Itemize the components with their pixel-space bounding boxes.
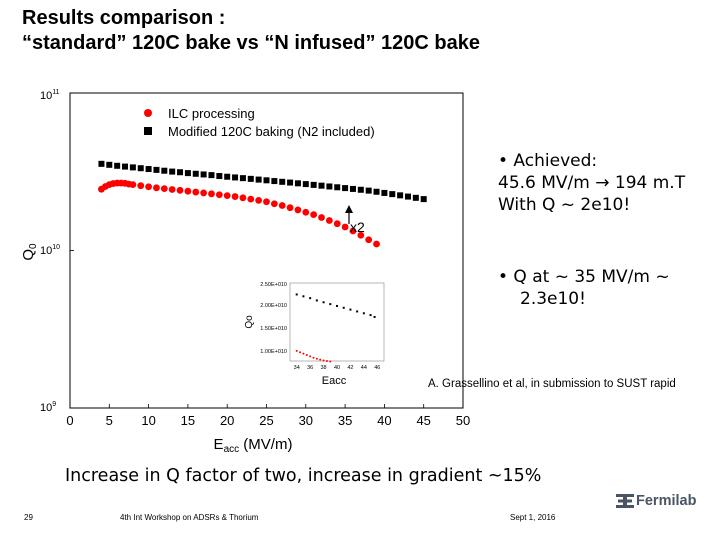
x-tick-label: 40: [377, 413, 392, 428]
data-point-ilc: [263, 198, 270, 205]
x-axis-label: $E_{acc}$ (MV/m): [213, 436, 293, 455]
data-point-modified: [208, 172, 214, 178]
inset-point-modified: [323, 301, 325, 303]
data-point-modified: [413, 195, 419, 201]
data-point-ilc: [153, 184, 160, 191]
inset-point-modified: [343, 307, 345, 309]
inset-x-tick-label: 44: [360, 365, 367, 371]
data-point-ilc: [224, 192, 231, 199]
bullet-achieved-line-3: With Q ~ 2e10!: [498, 195, 631, 215]
data-point-ilc: [161, 185, 168, 192]
inset-point-ilc: [323, 360, 325, 362]
bullet-achieved-line-2: 45.6 MV/m → 194 m.T: [498, 173, 686, 193]
x-tick-label: 5: [105, 413, 113, 428]
title-line-2: “standard” 120C bake vs “N infused” 120C bake: [22, 32, 480, 54]
footer-date: Sept 1, 2016: [510, 513, 556, 522]
data-point-ilc: [137, 182, 144, 189]
chart-legend: [144, 106, 375, 139]
inset-point-ilc: [313, 357, 315, 359]
data-point-modified: [248, 176, 254, 182]
inset-point-ilc: [306, 354, 308, 356]
data-point-modified: [287, 180, 293, 186]
data-point-modified: [303, 181, 309, 187]
inset-point-modified: [356, 310, 358, 312]
data-point-modified: [389, 191, 395, 197]
data-point-ilc: [302, 209, 309, 216]
inset-x-tick-label: 42: [347, 365, 354, 371]
data-point-modified: [232, 174, 238, 180]
data-point-ilc: [342, 224, 349, 231]
data-point-modified: [138, 165, 144, 171]
inset-point-ilc: [319, 359, 321, 361]
data-point-modified: [264, 177, 270, 183]
data-point-ilc: [240, 194, 247, 201]
data-point-ilc: [232, 193, 239, 200]
inset-point-modified: [370, 314, 372, 316]
inset-y-tick-2.0: 2.00E+010: [260, 303, 287, 309]
x2-annotation: x2: [350, 219, 365, 235]
bullet-q-at-35: [498, 266, 670, 310]
inset-point-modified: [336, 305, 338, 307]
x-tick-label: 15: [180, 413, 196, 428]
x-tick-label: 30: [298, 413, 314, 428]
data-point-ilc: [279, 202, 286, 209]
x-tick-label: 35: [337, 413, 353, 428]
page-number: 29: [24, 513, 33, 522]
data-point-modified: [185, 170, 191, 176]
inset-x-tick-label: 38: [320, 365, 327, 371]
inset-x-tick-label: 46: [374, 365, 381, 371]
data-point-modified: [279, 179, 285, 185]
data-point-modified: [358, 187, 364, 193]
data-point-ilc: [334, 220, 341, 227]
inset-y-label: Qo: [244, 315, 255, 329]
data-point-ilc: [326, 217, 333, 224]
y-tick-label-1e9: $10^9$: [40, 401, 57, 414]
data-point-modified: [130, 164, 136, 170]
data-point-modified: [153, 167, 159, 173]
inset-point-ilc: [309, 355, 311, 357]
data-point-modified: [201, 171, 207, 177]
data-point-ilc: [145, 183, 152, 190]
title-line-1: Results comparison :: [22, 7, 226, 29]
fermilab-logo-icon: [616, 494, 634, 508]
data-point-ilc: [365, 236, 372, 243]
data-point-ilc: [177, 187, 184, 194]
data-point-modified: [193, 171, 199, 177]
inset-point-modified: [296, 293, 298, 295]
bullet-achieved-line-1: • Achieved:: [498, 151, 598, 171]
data-point-modified: [146, 166, 152, 172]
inset-chart: [244, 282, 384, 387]
inset-point-ilc: [302, 353, 304, 355]
main-plot-frame: [70, 93, 463, 408]
inset-point-ilc: [326, 360, 328, 362]
inset-point-ilc: [299, 351, 301, 353]
data-point-modified: [114, 163, 120, 169]
bullet-achieved: [498, 150, 685, 216]
data-point-modified: [169, 169, 175, 175]
data-point-modified: [350, 186, 356, 192]
x-tick-label: 45: [416, 413, 431, 428]
legend-label-modified: Modified 120C baking (N2 included): [168, 124, 375, 139]
data-point-modified: [334, 184, 340, 190]
data-point-ilc: [247, 196, 254, 203]
inset-point-modified: [363, 312, 365, 314]
data-point-modified: [381, 190, 387, 196]
inset-point-modified: [302, 295, 304, 297]
data-point-modified: [405, 194, 411, 200]
data-point-ilc: [216, 191, 223, 198]
citation: A. Grassellino et al, in submission to SUST rapid: [428, 378, 676, 390]
x-tick-label: 10: [141, 413, 156, 428]
data-point-modified: [397, 192, 403, 198]
y-tick-label-1e11: $10^{11}$: [40, 89, 60, 102]
data-point-ilc: [192, 189, 199, 196]
inset-y-tick-1.0: 1.00E+010: [260, 349, 287, 355]
data-point-modified: [295, 180, 301, 186]
inset-point-modified: [374, 316, 376, 318]
data-point-ilc: [185, 188, 192, 195]
inset-x-label: Eacc: [321, 375, 347, 387]
footer-workshop: 4th Int Workshop on ADSRs & Thorium: [120, 513, 259, 522]
inset-x-tick-label: 40: [333, 365, 341, 371]
legend-marker-ilc: [144, 109, 152, 117]
x2-arrow-head: [345, 205, 353, 213]
inset-x-tick-label: 34: [293, 365, 300, 371]
legend-marker-modified: [144, 127, 152, 135]
data-point-ilc: [295, 207, 302, 214]
data-point-modified: [256, 177, 262, 183]
y-axis-label: $Q_0$: [20, 243, 39, 261]
data-point-ilc: [200, 190, 207, 197]
x-tick-label: 25: [259, 413, 274, 428]
data-point-ilc: [169, 186, 176, 193]
data-point-modified: [177, 169, 183, 175]
data-point-modified: [319, 183, 325, 189]
inset-y-tick-1.5: 1.50E+010: [260, 326, 287, 332]
bullet-q-line-2: 2.3e10!: [520, 289, 586, 309]
inset-point-modified: [316, 299, 318, 301]
inset-point-ilc: [316, 358, 318, 360]
data-point-modified: [122, 164, 128, 170]
y-tick-label-1e10: $10^{10}$: [40, 244, 61, 257]
fermilab-logo: [616, 493, 696, 509]
data-point-modified: [98, 161, 104, 167]
data-point-ilc: [129, 181, 136, 188]
legend-label-ilc: ILC processing: [168, 106, 255, 121]
inset-point-ilc: [296, 350, 298, 352]
inset-point-modified: [309, 297, 311, 299]
logo-text: Fermilab: [636, 493, 697, 509]
x-tick-label: 20: [219, 413, 235, 428]
data-point-modified: [374, 189, 380, 195]
inset-x-tick-label: 36: [307, 365, 314, 371]
data-point-modified: [224, 174, 230, 180]
data-point-modified: [106, 162, 112, 168]
inset-frame: [290, 283, 384, 361]
inset-point-modified: [329, 303, 331, 305]
x-tick-label: 50: [455, 413, 471, 428]
data-point-modified: [421, 196, 427, 202]
data-point-modified: [271, 178, 277, 184]
summary-text: Increase in Q factor of two, increase in gradient ~15%: [65, 466, 542, 486]
data-point-modified: [326, 183, 332, 189]
bullet-q-line-1: • Q at ~ 35 MV/m ~: [498, 267, 670, 287]
data-point-modified: [342, 185, 348, 191]
data-point-ilc: [208, 190, 215, 197]
data-point-ilc: [318, 214, 325, 221]
data-point-modified: [311, 182, 317, 188]
data-point-ilc: [287, 204, 294, 211]
inset-point-ilc: [329, 360, 331, 362]
x-tick-label: 0: [66, 413, 74, 428]
data-point-ilc: [255, 197, 262, 204]
inset-point-modified: [349, 309, 351, 311]
data-point-ilc: [373, 241, 380, 248]
data-point-modified: [216, 173, 222, 179]
data-point-ilc: [271, 200, 278, 207]
data-point-ilc: [310, 211, 317, 218]
data-point-modified: [161, 168, 167, 174]
inset-y-tick-2.5: 2.50E+010: [260, 282, 287, 288]
data-point-modified: [366, 188, 372, 194]
data-point-modified: [240, 175, 246, 181]
